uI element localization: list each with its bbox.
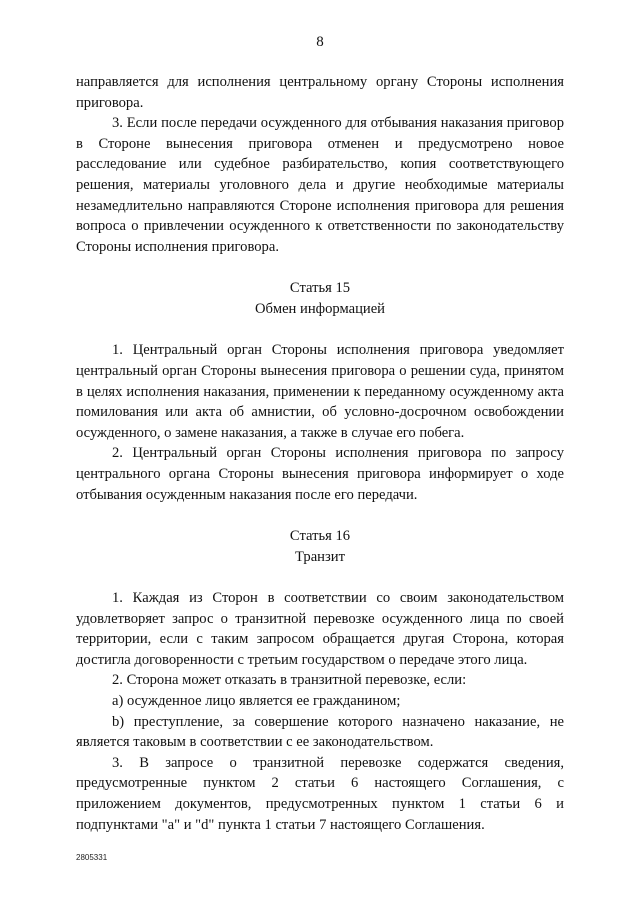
article-15-heading	[76, 278, 564, 320]
document-body	[76, 72, 564, 835]
article-15-title: Обмен информацией	[255, 301, 385, 318]
article-16-heading	[76, 526, 564, 568]
paragraph-article16-item1: 1. Каждая из Сторон в соответствии со своим законодательством удовлетворяет запрос о транзитной перевозке осужденного лица по своей территории, если с таким запросом обращается другая Сторона, которая достигла договоренности с третьим государством о передаче этого лица.	[76, 590, 564, 668]
paragraph-continuation: направляется для исполнения центральному органу Стороны исполнения приговора.	[76, 74, 564, 111]
paragraph-article14-item3: 3. Если после передачи осужденного для отбывания наказания приговор в Стороне вынесения приговора отменен и предусмотрено новое расследование или судебное разбирательство, копия соответствующего решения, материалы уголовного дела и другие необходимые материалы незамедлительно направляются Стороне исполнения приговора для решения вопроса о привлечении осужденного к ответственности по законодательству Стороны исполнения приговора.	[76, 115, 564, 255]
document-code: 2805331	[76, 853, 108, 862]
paragraph-article15-item2: 2. Центральный орган Стороны исполнения приговора по запросу центрального органа Стороны вынесения приговора информирует о ходе отбывания осужденным наказания после его передачи.	[76, 445, 564, 503]
paragraph-article16-item2: 2. Сторона может отказать в транзитной перевозке, если:	[112, 672, 467, 689]
page-number: 8	[316, 34, 324, 50]
paragraph-article16-item2a: a) осужденное лицо является ее гражданином;	[112, 693, 401, 710]
article-16-title: Транзит	[295, 549, 345, 566]
article-15-number: Статья 15	[289, 280, 351, 297]
paragraph-article16-item2b: b) преступление, за совершение которого назначено наказание, не является таковым в соответствии с ее законодательством.	[76, 713, 564, 751]
paragraph-article15-item1: 1. Центральный орган Стороны исполнения приговора уведомляет центральный орган Стороны вынесения приговора о решении суда, принятом в целях исполнения наказания, применении к переданному осужденному акта помилования или акта об амнистии, об условно-досрочном освобождении осужденного, о замене наказания, а также в случае его побега.	[76, 342, 564, 441]
paragraph-article16-item3: 3. В запросе о транзитной перевозке содержатся сведения, предусмотренные пунктом 2 статьи 6 настоящего Соглашения, с приложением документов, предусмотренных пунктом 1 статьи 6 и подпунктами "a" и "d" пункта 1 статьи 7 настоящего Соглашения.	[76, 754, 564, 833]
article-16-number: Статья 16	[289, 528, 351, 545]
